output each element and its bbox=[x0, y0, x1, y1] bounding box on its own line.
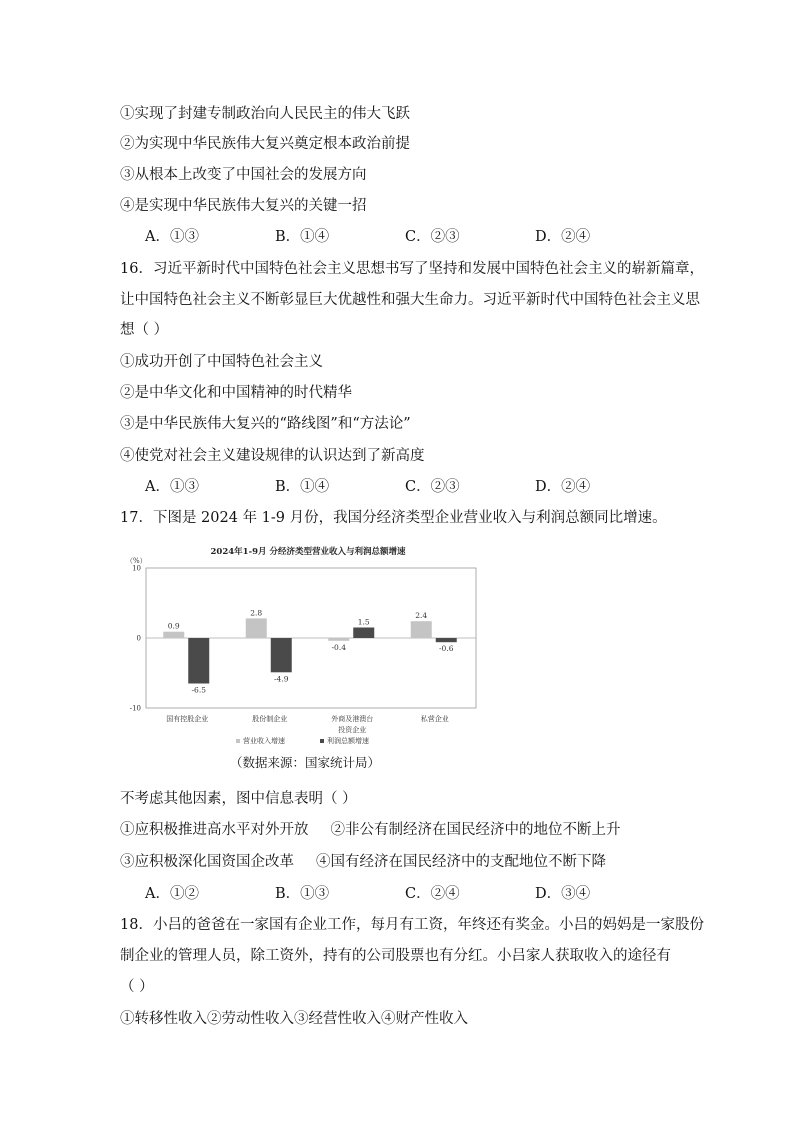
q17-option-a[interactable]: A．①② bbox=[145, 886, 199, 902]
q16-stem-1: 16．习近平新时代中国特色社会主义思想书写了坚持和发展中国特色社会主义的崭新篇章， bbox=[120, 261, 704, 277]
bar-profit bbox=[353, 628, 374, 639]
q18-items: ①转移性收入②劳动性收入③经营性收入④财产性收入 bbox=[120, 1011, 468, 1027]
q16-options bbox=[145, 477, 665, 497]
q15-item-2: ②为实现中华民族伟大复兴奠定根本政治前提 bbox=[120, 136, 410, 152]
y-tick-label: -10 bbox=[129, 704, 141, 713]
legend-label: 营业收入增速 bbox=[243, 737, 285, 745]
q15-options bbox=[145, 227, 665, 247]
q15-option-c[interactable]: C．②③ bbox=[405, 229, 460, 245]
q17-item-1: ①应积极推进高水平对外开放 bbox=[120, 822, 309, 838]
bar-revenue bbox=[163, 632, 184, 638]
bar-profit bbox=[271, 638, 292, 672]
data-label: -4.9 bbox=[274, 674, 289, 684]
q17-stem: 17．下图是 2024 年 1-9 月份，我国分经济类型企业营业收入与利润总额同比增速。 bbox=[120, 510, 667, 526]
q18-stem-3: （ ） bbox=[120, 979, 154, 995]
q17-item-4: ④国有经济在国民经济中的支配地位不断下降 bbox=[316, 854, 606, 870]
q16-option-c[interactable]: C．②③ bbox=[405, 479, 460, 495]
x-tick-label: 国有控股企业 bbox=[166, 715, 209, 723]
legend-label: 利润总额增速 bbox=[327, 737, 369, 745]
q17-question: 不考虑其他因素，图中信息表明（ ） bbox=[120, 791, 357, 807]
q15-option-d[interactable]: D．②④ bbox=[535, 229, 591, 245]
q17-option-c[interactable]: C．②④ bbox=[405, 886, 460, 902]
bar-profit bbox=[436, 638, 457, 642]
bar-revenue bbox=[411, 621, 432, 638]
q17-item-2: ②非公有制经济在国民经济中的地位不断上升 bbox=[330, 822, 621, 838]
growth-bar-chart bbox=[118, 540, 498, 775]
x-tick-label: 投资企业 bbox=[338, 726, 367, 734]
q18-stem-2: 制企业的管理人员，除工资外，持有的公司股票也有分红。小吕家人获取收入的途径有 bbox=[120, 948, 671, 964]
chart-y-label: （%） bbox=[126, 557, 147, 565]
q16-item-2: ②是中华文化和中国精神的时代精华 bbox=[120, 385, 352, 401]
q15-item-1: ①实现了封建专制政治向人民民主的伟大飞跃 bbox=[120, 106, 410, 122]
bar-profit bbox=[188, 638, 209, 684]
q18-stem-1: 18．小吕的爸爸在一家国有企业工作，每月有工资，年终还有奖金。小吕的妈妈是一家股份 bbox=[120, 917, 704, 933]
data-label: 2.4 bbox=[415, 611, 428, 621]
bar-revenue bbox=[246, 618, 267, 638]
q15-item-4: ④是实现中华民族伟大复兴的关键一招 bbox=[120, 198, 367, 214]
bar-revenue bbox=[328, 638, 349, 641]
q16-stem-2: 让中国特色社会主义不断彰显巨大优越性和强大生命力。习近平新时代中国特色社会主义思 bbox=[120, 292, 700, 308]
q16-item-1: ①成功开创了中国特色社会主义 bbox=[120, 354, 323, 370]
q17-items-row2 bbox=[120, 852, 606, 872]
q15-item-3: ③从根本上改变了中国社会的发展方向 bbox=[120, 167, 367, 183]
chart-source: （数据来源：国家统计局） bbox=[230, 755, 381, 770]
q16-option-a[interactable]: A．①③ bbox=[145, 479, 199, 495]
data-label: 2.8 bbox=[250, 608, 263, 618]
y-tick-label: 0 bbox=[136, 634, 141, 643]
data-label: 0.9 bbox=[167, 621, 180, 631]
legend-swatch bbox=[236, 739, 240, 743]
x-tick-label: 股份制企业 bbox=[252, 715, 288, 723]
q16-stem-3: 想（ ） bbox=[120, 322, 169, 338]
q17-items-row1 bbox=[120, 820, 621, 840]
x-tick-label: 外商及港澳台 bbox=[331, 715, 374, 723]
q16-item-4: ④使党对社会主义建设规律的认识达到了新高度 bbox=[120, 448, 425, 464]
data-label: 1.5 bbox=[357, 617, 370, 627]
q17-option-b[interactable]: B．①③ bbox=[275, 886, 330, 902]
q16-option-b[interactable]: B．①④ bbox=[275, 479, 330, 495]
chart-title: 2024年1-9月 分经济类型营业收入与利润总额增速 bbox=[210, 547, 406, 557]
legend-swatch bbox=[320, 739, 324, 743]
q17-option-d[interactable]: D．③④ bbox=[535, 886, 591, 902]
data-label: -0.4 bbox=[331, 642, 346, 652]
q17-options bbox=[145, 884, 665, 904]
q16-item-3: ③是中华民族伟大复兴的“路线图”和“方法论” bbox=[120, 416, 411, 432]
q16-option-d[interactable]: D．②④ bbox=[535, 479, 591, 495]
y-tick-label: 10 bbox=[132, 564, 141, 573]
x-tick-label: 私营企业 bbox=[420, 715, 449, 723]
q15-option-a[interactable]: A．①③ bbox=[145, 229, 199, 245]
data-label: -0.6 bbox=[439, 644, 454, 654]
q17-item-3: ③应积极深化国资国企改革 bbox=[120, 854, 294, 870]
data-label: -6.5 bbox=[191, 685, 206, 695]
q15-option-b[interactable]: B．①④ bbox=[275, 229, 330, 245]
